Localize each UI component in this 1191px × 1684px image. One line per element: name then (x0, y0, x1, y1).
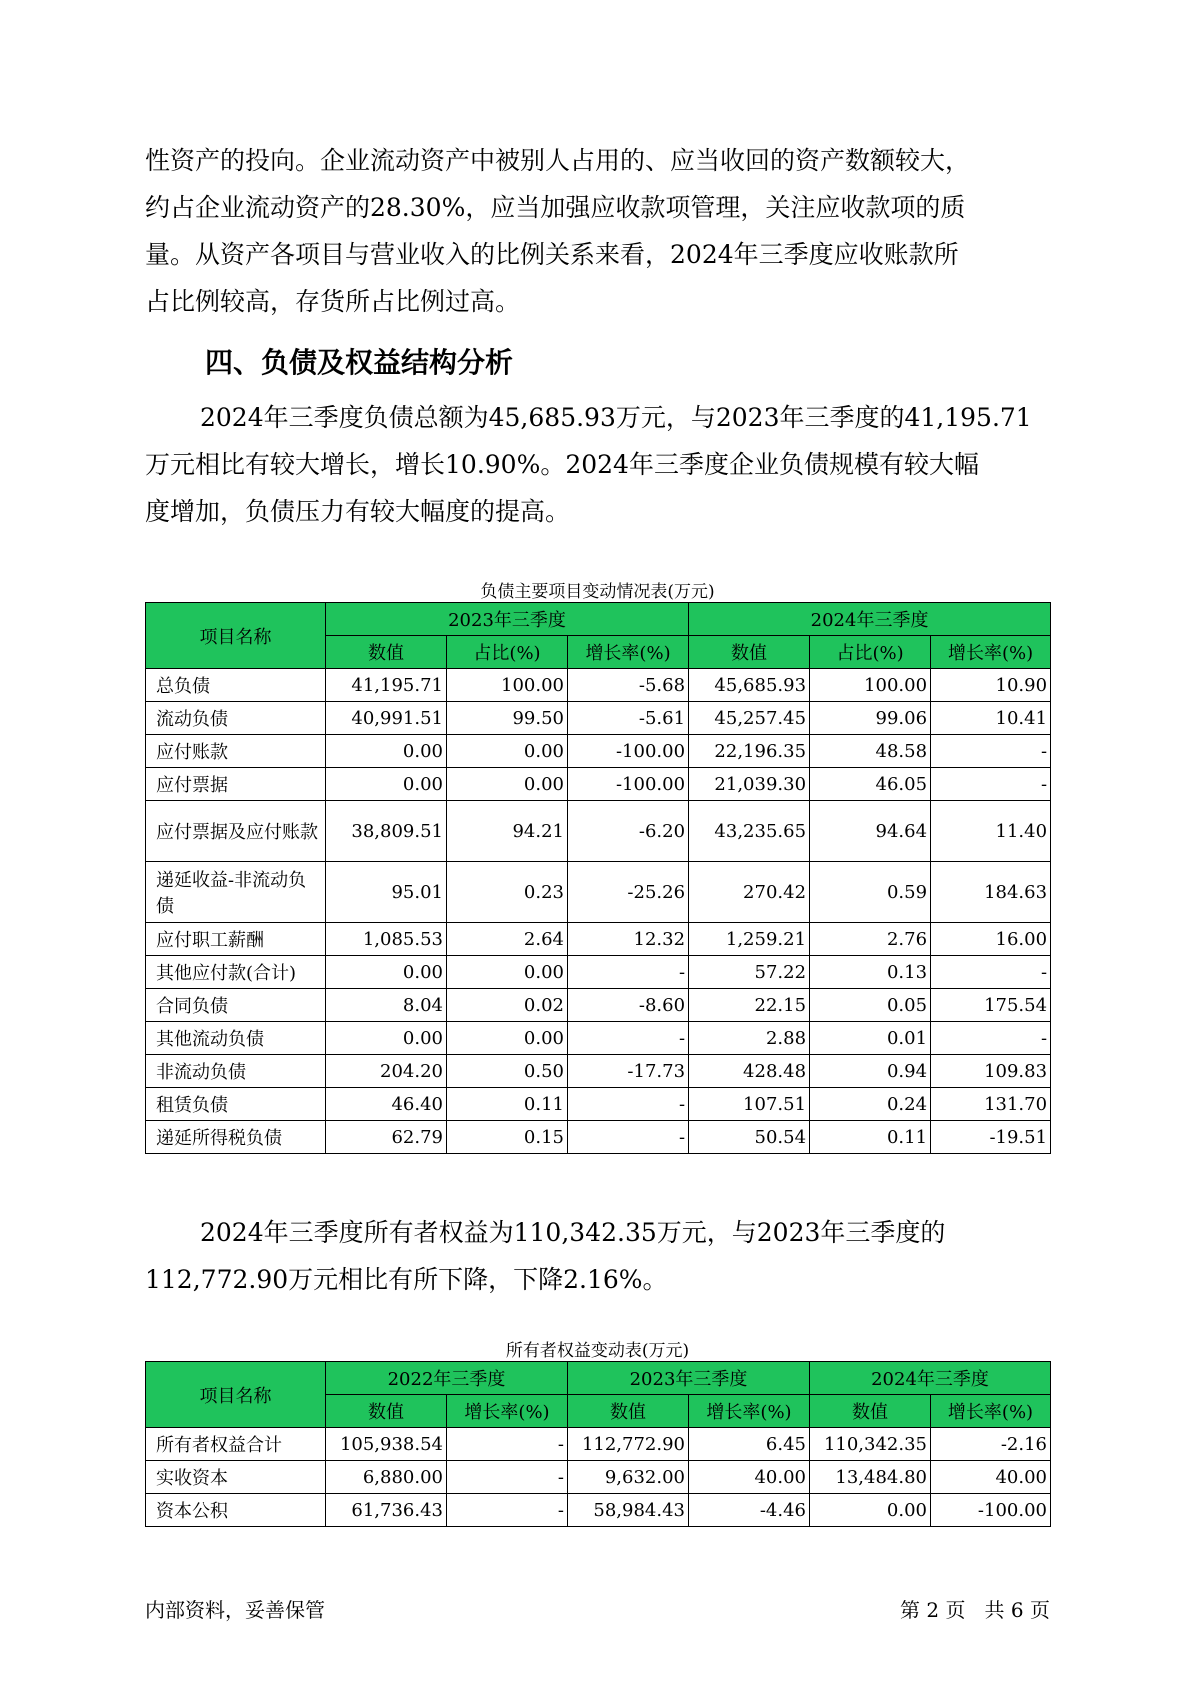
table-cell: -5.61 (568, 702, 689, 735)
period-header: 2024年三季度 (689, 603, 1051, 636)
table-cell: 0.00 (326, 956, 447, 989)
table-cell: -25.26 (568, 862, 689, 923)
equity-paragraph (145, 1209, 1050, 1303)
row-label: 资本公积 (146, 1494, 326, 1527)
table-cell: 100.00 (810, 669, 931, 702)
table-cell: - (568, 1121, 689, 1154)
intro-line: 量。从资产各项目与营业收入的比例关系来看，2024年三季度应收账款所 (145, 240, 959, 269)
table-row (146, 669, 1051, 702)
table-cell: 99.50 (447, 702, 568, 735)
row-label: 总负债 (146, 669, 326, 702)
table-cell: - (568, 956, 689, 989)
table-cell: 0.24 (810, 1088, 931, 1121)
table-cell: - (931, 956, 1051, 989)
table-cell: - (568, 1088, 689, 1121)
column-header: 数值 (689, 636, 810, 669)
table-cell: -100.00 (568, 735, 689, 768)
table-cell: 270.42 (689, 862, 810, 923)
table-cell: 0.00 (447, 1022, 568, 1055)
table-cell: - (568, 1022, 689, 1055)
table-cell: 0.00 (326, 735, 447, 768)
table-cell: 0.15 (447, 1121, 568, 1154)
table-cell: 0.11 (447, 1088, 568, 1121)
row-label: 递延收益-非流动负债 (146, 862, 326, 923)
table-cell: - (931, 735, 1051, 768)
table-cell: 0.94 (810, 1055, 931, 1088)
row-label: 实收资本 (146, 1461, 326, 1494)
table-cell: 2.76 (810, 923, 931, 956)
table-cell: 40,991.51 (326, 702, 447, 735)
table-row (146, 1088, 1051, 1121)
intro-line: 占比例较高，存货所占比例过高。 (145, 287, 521, 316)
table-cell: 131.70 (931, 1088, 1051, 1121)
table-cell: 8.04 (326, 989, 447, 1022)
row-label: 应付票据 (146, 768, 326, 801)
equity-line: 2024年三季度所有者权益为110,342.35万元，与2023年三季度的 (200, 1218, 946, 1247)
liability-table (145, 602, 1051, 1154)
table-cell: -6.20 (568, 801, 689, 862)
table-cell: 6.45 (689, 1428, 810, 1461)
liability-line: 度增加，负债压力有较大幅度的提高。 (145, 497, 571, 526)
liability-line: 万元相比有较大增长，增长10.90%。2024年三季度企业负债规模有较大幅 (145, 450, 979, 479)
table-cell: 0.59 (810, 862, 931, 923)
row-label: 其他应付款(合计) (146, 956, 326, 989)
row-label: 应付账款 (146, 735, 326, 768)
equity-table (145, 1361, 1051, 1527)
table-cell: 110,342.35 (810, 1428, 931, 1461)
table-cell: - (931, 768, 1051, 801)
table-cell: 22,196.35 (689, 735, 810, 768)
column-header: 占比(%) (810, 636, 931, 669)
table-cell: 0.00 (447, 956, 568, 989)
table-cell: 9,632.00 (568, 1461, 689, 1494)
period-header: 2024年三季度 (810, 1362, 1051, 1395)
row-label: 应付票据及应付账款 (146, 801, 326, 862)
column-header: 增长率(%) (931, 1395, 1051, 1428)
column-header: 增长率(%) (689, 1395, 810, 1428)
equity-line: 112,772.90万元相比有所下降，下降2.16%。 (145, 1265, 668, 1294)
table-cell: 0.50 (447, 1055, 568, 1088)
table-cell: 204.20 (326, 1055, 447, 1088)
table-row (146, 1461, 1051, 1494)
table-cell: 22.15 (689, 989, 810, 1022)
table-cell: - (447, 1428, 568, 1461)
table-cell: -19.51 (931, 1121, 1051, 1154)
table-cell: 100.00 (447, 669, 568, 702)
liability-table-body (146, 669, 1051, 1154)
table-row (146, 1428, 1051, 1461)
table-cell: 16.00 (931, 923, 1051, 956)
table-cell: 48.58 (810, 735, 931, 768)
table-row (146, 735, 1051, 768)
table-cell: -8.60 (568, 989, 689, 1022)
table-cell: 21,039.30 (689, 768, 810, 801)
table-row (146, 768, 1051, 801)
table-cell: 107.51 (689, 1088, 810, 1121)
table-cell: 112,772.90 (568, 1428, 689, 1461)
table-row (146, 862, 1051, 923)
column-header: 数值 (326, 1395, 447, 1428)
row-label: 递延所得税负债 (146, 1121, 326, 1154)
section-heading: 四、负债及权益结构分析 (205, 346, 514, 379)
table-cell: 0.05 (810, 989, 931, 1022)
table-cell: 99.06 (810, 702, 931, 735)
table-cell: 0.13 (810, 956, 931, 989)
table-cell: 0.01 (810, 1022, 931, 1055)
table-cell: 45,685.93 (689, 669, 810, 702)
equity-table-caption: 所有者权益变动表(万元) (505, 1341, 690, 1361)
column-header: 数值 (810, 1395, 931, 1428)
table-cell: 175.54 (931, 989, 1051, 1022)
table-cell: 61,736.43 (326, 1494, 447, 1527)
table-cell: 6,880.00 (326, 1461, 447, 1494)
row-label: 应付职工薪酬 (146, 923, 326, 956)
table-cell: 184.63 (931, 862, 1051, 923)
column-header: 占比(%) (447, 636, 568, 669)
equity-table-body (146, 1428, 1051, 1527)
column-header: 数值 (326, 636, 447, 669)
row-label: 租赁负债 (146, 1088, 326, 1121)
row-label: 非流动负债 (146, 1055, 326, 1088)
table-cell: - (447, 1494, 568, 1527)
table-cell: 0.00 (326, 768, 447, 801)
intro-line: 性资产的投向。企业流动资产中被别人占用的、应当收回的资产数额较大， (145, 146, 971, 175)
table-row (146, 923, 1051, 956)
table-cell: 94.64 (810, 801, 931, 862)
table-cell: 46.05 (810, 768, 931, 801)
table-cell: 13,484.80 (810, 1461, 931, 1494)
row-label: 合同负债 (146, 989, 326, 1022)
footer-page-number: 第 2 页 共 6 页 (900, 1598, 1050, 1622)
liability-table-caption: 负债主要项目变动情况表(万元) (480, 582, 715, 602)
table-cell: -17.73 (568, 1055, 689, 1088)
table-row (146, 1055, 1051, 1088)
table-cell: -5.68 (568, 669, 689, 702)
table-cell: 43,235.65 (689, 801, 810, 862)
table-cell: 41,195.71 (326, 669, 447, 702)
liability-line: 2024年三季度负债总额为45,685.93万元，与2023年三季度的41,195.71 (200, 403, 1032, 432)
period-header: 2022年三季度 (326, 1362, 568, 1395)
table-cell: 0.00 (810, 1494, 931, 1527)
column-header: 增长率(%) (447, 1395, 568, 1428)
row-label: 流动负债 (146, 702, 326, 735)
table-cell: 428.48 (689, 1055, 810, 1088)
item-name-header: 项目名称 (146, 1362, 326, 1428)
period-header: 2023年三季度 (568, 1362, 810, 1395)
table-row (146, 801, 1051, 862)
column-header: 数值 (568, 1395, 689, 1428)
liability-paragraph (145, 394, 1050, 535)
table-cell: 0.11 (810, 1121, 931, 1154)
table-cell: 12.32 (568, 923, 689, 956)
table-cell: 40.00 (689, 1461, 810, 1494)
table-cell: - (931, 1022, 1051, 1055)
table-cell: 0.02 (447, 989, 568, 1022)
table-cell: 62.79 (326, 1121, 447, 1154)
column-header: 增长率(%) (931, 636, 1051, 669)
table-cell: 109.83 (931, 1055, 1051, 1088)
table-cell: 2.88 (689, 1022, 810, 1055)
table-cell: 11.40 (931, 801, 1051, 862)
table-cell: 0.00 (326, 1022, 447, 1055)
table-cell: 40.00 (931, 1461, 1051, 1494)
table-cell: -100.00 (568, 768, 689, 801)
table-cell: -100.00 (931, 1494, 1051, 1527)
table-cell: 0.00 (447, 735, 568, 768)
table-cell: 50.54 (689, 1121, 810, 1154)
table-row (146, 1022, 1051, 1055)
table-cell: -2.16 (931, 1428, 1051, 1461)
table-cell: 95.01 (326, 862, 447, 923)
period-header: 2023年三季度 (326, 603, 689, 636)
table-cell: -4.46 (689, 1494, 810, 1527)
table-row (146, 989, 1051, 1022)
table-cell: 1,085.53 (326, 923, 447, 956)
column-header: 增长率(%) (568, 636, 689, 669)
table-cell: 2.64 (447, 923, 568, 956)
table-cell: 0.00 (447, 768, 568, 801)
table-row (146, 1494, 1051, 1527)
intro-line: 约占企业流动资产的28.30%，应当加强应收款项管理，关注应收款项的质 (145, 193, 966, 222)
table-row (146, 1121, 1051, 1154)
table-cell: 0.23 (447, 862, 568, 923)
item-name-header: 项目名称 (146, 603, 326, 669)
intro-paragraph (145, 137, 1050, 325)
table-row (146, 956, 1051, 989)
table-cell: 58,984.43 (568, 1494, 689, 1527)
row-label: 其他流动负债 (146, 1022, 326, 1055)
table-cell: 38,809.51 (326, 801, 447, 862)
table-cell: 45,257.45 (689, 702, 810, 735)
table-cell: 57.22 (689, 956, 810, 989)
table-row (146, 702, 1051, 735)
footer-left: 内部资料，妥善保管 (145, 1598, 325, 1622)
table-cell: 1,259.21 (689, 923, 810, 956)
table-cell: 94.21 (447, 801, 568, 862)
table-cell: 10.41 (931, 702, 1051, 735)
table-cell: 46.40 (326, 1088, 447, 1121)
table-cell: - (447, 1461, 568, 1494)
table-cell: 10.90 (931, 669, 1051, 702)
table-cell: 105,938.54 (326, 1428, 447, 1461)
row-label: 所有者权益合计 (146, 1428, 326, 1461)
